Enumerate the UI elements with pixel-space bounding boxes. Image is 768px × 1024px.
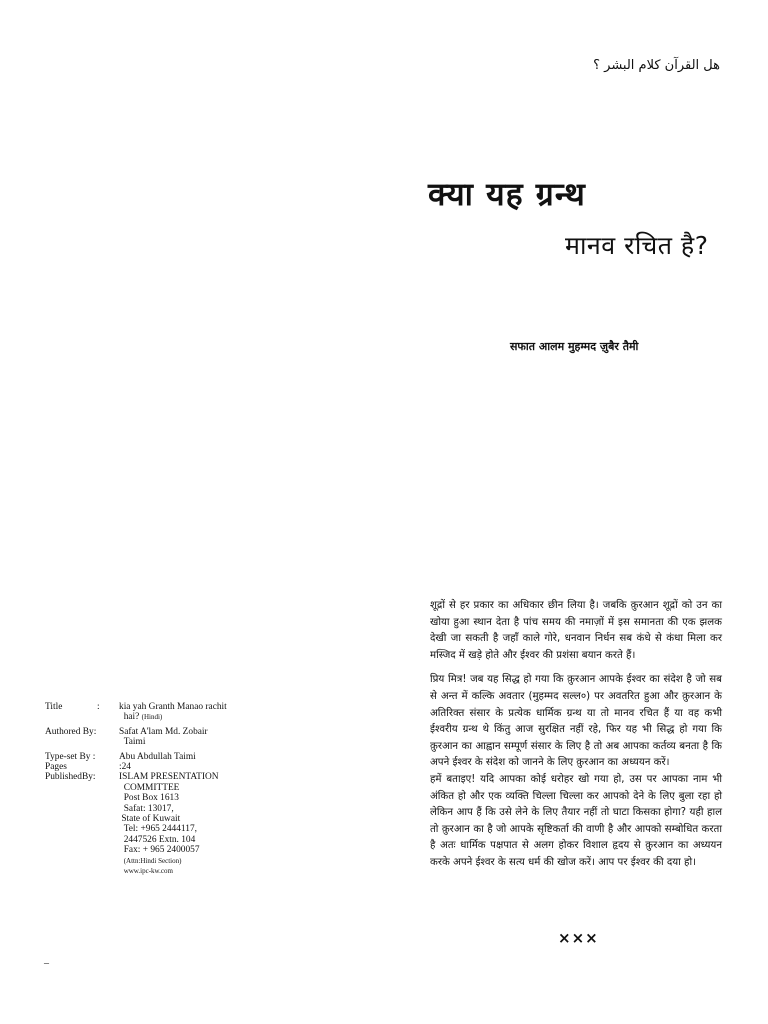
pages-label: Pages	[45, 762, 67, 773]
published-line-9: (Attn:Hindi Section)	[123, 856, 182, 865]
body-text	[430, 598, 722, 872]
published-line-2: COMMITTEE	[123, 782, 180, 793]
published-line-4: Safat: 13017,	[123, 803, 174, 814]
authored-value	[119, 727, 241, 748]
authored-value-line-1: Safat A'lam Md. Zobair	[119, 726, 208, 737]
colophon-typeset-row	[45, 752, 241, 762]
published-line-7: 2447526 Extn. 104	[123, 834, 196, 845]
bottom-dash: –	[44, 958, 49, 969]
published-label: PublishedBy:	[45, 772, 96, 783]
published-line-1: ISLAM PRESENTATION	[119, 772, 219, 783]
colophon-author-row	[45, 727, 241, 748]
title-label: Title	[45, 702, 63, 712]
title-separator: :	[97, 702, 100, 712]
colophon-pages-row	[45, 762, 241, 772]
published-line-5: State of Kuwait	[121, 814, 181, 825]
published-line-6: Tel: +965 2444117,	[123, 824, 197, 835]
book-title-line-1: क्या यह ग्रन्थ	[428, 175, 586, 213]
title-value	[119, 702, 241, 723]
published-line-3: Post Box 1613	[123, 793, 179, 804]
authored-value-line-2: Taimi	[123, 737, 146, 748]
title-value-line-2: hai?	[123, 712, 140, 723]
paragraph-3: हमें बताइए! यदि आपका कोई धरोहर खो गया हो, उस पर आपका नाम भी अंकित हो और एक व्यक्ति चिल्ला चिल्ला कर आपको देने के लिए बुला रहा हो लेकिन आप हैं कि उसे लेने के लिए तैयार नहीं तो घाटा किसका होगा? यही हाल तो क़ुरआन का है जो आपके सृष्टिकर्ता की वाणी है और आपको सम्बोधित करता है अतः धार्मिक पक्षपात से अलग होकर विशाल हृदय से क़ुरआन का अध्ययन करके अपने ईश्वर के सत्य धर्म की खोज करें। आप पर ईश्वर की दया हो।	[430, 773, 722, 868]
end-mark: ×××	[558, 929, 599, 947]
colophon	[45, 702, 241, 877]
arabic-title: هل القرآن كلام البشر ؟	[593, 58, 720, 73]
typeset-value: Abu Abdullah Taimi	[119, 751, 196, 762]
published-line-8: Fax: + 965 2400057	[123, 845, 200, 856]
website-link[interactable]: www.ipc-kw.com	[123, 867, 173, 876]
typeset-label: Type-set By :	[45, 751, 96, 762]
published-value	[119, 772, 241, 876]
paragraph-2: प्रिय मित्र! जब यह सिद्ध हो गया कि क़ुरआन आपके ईश्वर का संदेश है जो सब से अन्त में कल्कि अवतार (मुहम्मद सल्ल०) पर अवतरित हुआ और क़ुरआन के अतिरिक्त संसार के प्रत्येक धार्मिक ग्रन्थ या तो मानव रचित हैं या वह कभी ईश्वरीय ग्रन्थ थे किंतु आज सुरक्षित नहीं रहे, फिर यह भी सिद्ध हो गया कि क़ुरआन का आह्वान सम्पूर्ण संसार के लिए है तो अब आपका कर्तव्य बनता है कि अपने ईश्वर के संदेश को जानने के लिए क़ुरआन का अध्ययन करें।	[430, 674, 722, 769]
title-value-line-1: kia yah Granth Manao rachit	[119, 702, 227, 712]
pages-value: :24	[119, 762, 131, 773]
colophon-title-row	[45, 702, 241, 723]
paragraph-1: शूद्रों से हर प्रकार का अधिकार छीन लिया है। जबकि क़ुरआन शूद्रों को उन का खोया हुआ स्थान देता है पांच समय की नमाज़ों में इस समानता की एक झलक देखी जा सकती है जहाँ काले गोरे, धनवान निर्धन सब कंधे से कंधा मिला कर मस्जिद में खड़े होते और ईश्वर की प्रशंसा बयान करते हैं।	[430, 600, 722, 661]
author-name: सफात आलम मुहम्मद ज़ुबैर तैमी	[510, 340, 639, 353]
colophon-published-row	[45, 772, 241, 876]
authored-label: Authored By:	[45, 726, 97, 737]
book-title-line-2: मानव रचित है?	[565, 231, 709, 260]
title-value-note: (Hindi)	[141, 713, 163, 722]
